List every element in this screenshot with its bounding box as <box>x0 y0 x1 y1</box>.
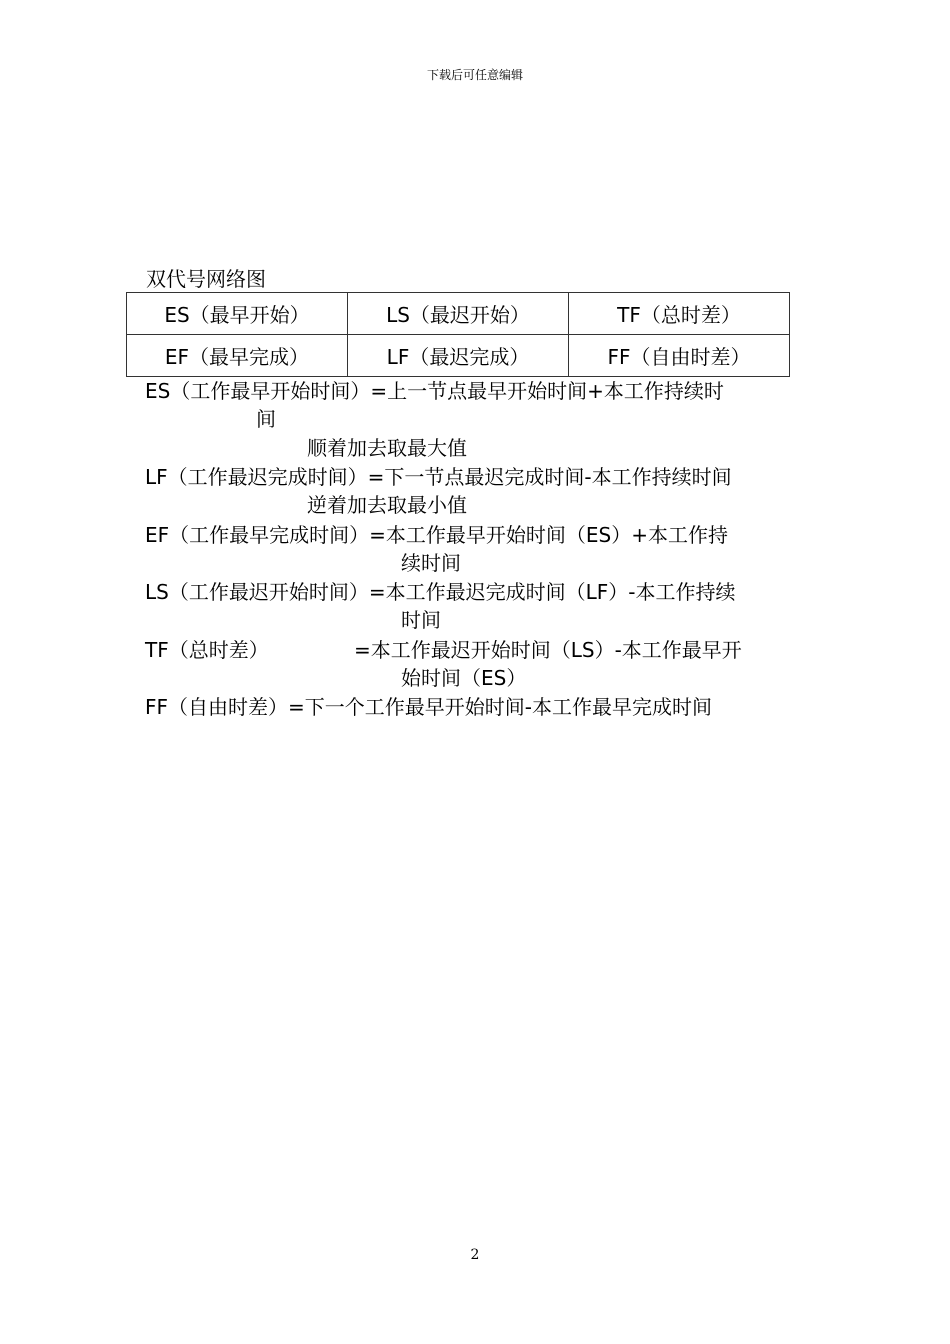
formula-tf-line2: 始时间（ES） <box>401 666 527 690</box>
formula-lf-line1: LF（工作最迟完成时间）=下一节点最迟完成时间-本工作持续时间 <box>145 465 732 489</box>
table-cell-es: ES（最早开始） <box>127 293 348 335</box>
terms-table <box>126 292 790 377</box>
table-cell-lf: LF（最迟完成） <box>348 335 569 377</box>
formula-ef-line2: 续时间 <box>401 551 461 575</box>
formula-ff-line1: FF（自由时差）=下一个工作最早开始时间-本工作最早完成时间 <box>145 695 712 719</box>
formula-ef-line1: EF（工作最早完成时间）=本工作最早开始时间（ES）+本工作持 <box>145 523 728 547</box>
table-row <box>127 293 790 335</box>
page-header: 下载后可任意编辑 <box>426 68 523 82</box>
formula-es-line2: 间 <box>256 407 276 431</box>
document-title: 双代号网络图 <box>146 267 266 291</box>
table-row <box>127 335 790 377</box>
table-cell-ef: EF（最早完成） <box>127 335 348 377</box>
table-cell-ff: FF（自由时差） <box>569 335 790 377</box>
table-cell-tf: TF（总时差） <box>569 293 790 335</box>
table-cell-ls: LS（最迟开始） <box>348 293 569 335</box>
formula-ls-line1: LS（工作最迟开始时间）=本工作最迟完成时间（LF）-本工作持续 <box>145 580 736 604</box>
formula-es-line1: ES（工作最早开始时间）=上一节点最早开始时间+本工作持续时 <box>145 379 724 403</box>
formula-lf-note: 逆着加去取最小值 <box>307 493 467 517</box>
formula-tf-line1: =本工作最迟开始时间（LS）-本工作最早开 <box>354 638 742 662</box>
page-number: 2 <box>470 1247 480 1263</box>
formula-es-note: 顺着加去取最大值 <box>307 436 467 460</box>
formula-tf-label: TF（总时差） <box>145 638 269 662</box>
formula-ls-line2: 时间 <box>401 608 441 632</box>
